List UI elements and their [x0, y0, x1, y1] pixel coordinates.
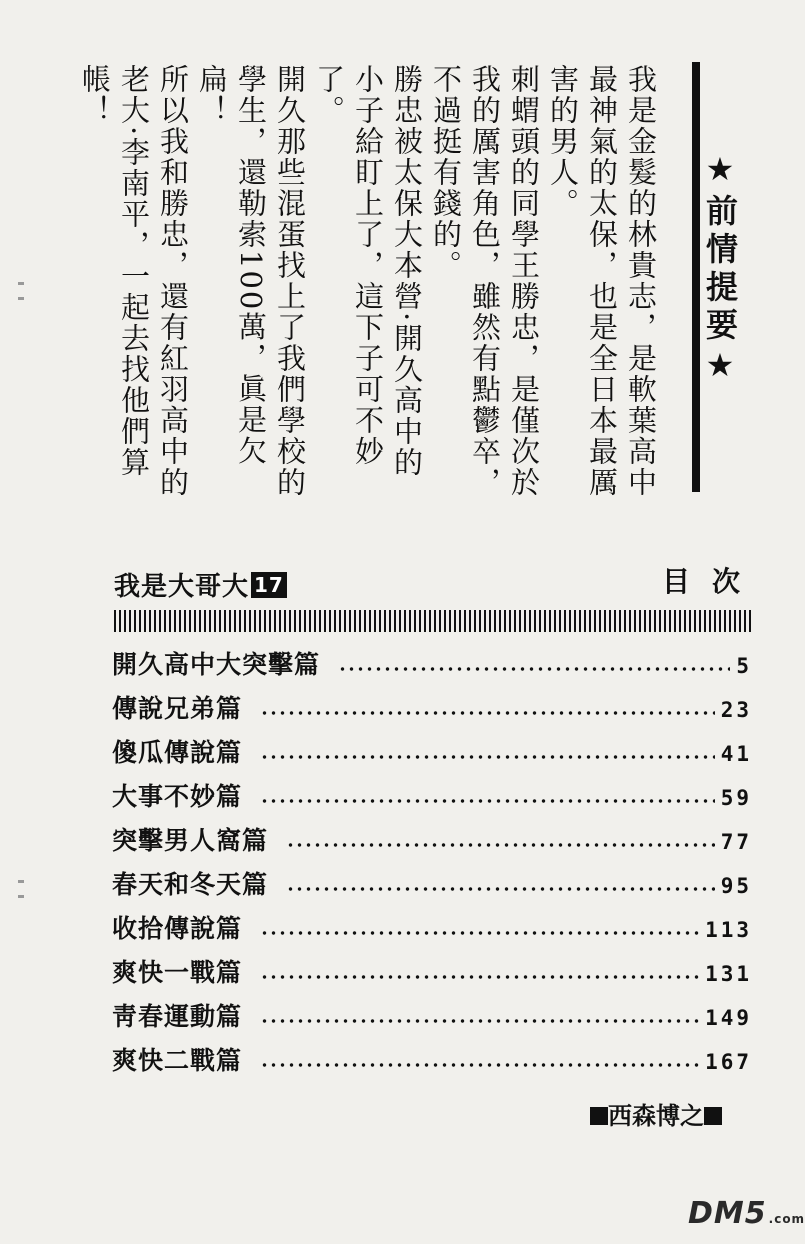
chapter-title: 開久高中大突擊篇: [112, 650, 321, 679]
leader-dots: [260, 975, 699, 979]
chapter-title: 大事不妙篇: [112, 782, 243, 811]
leader-dots: [286, 887, 715, 891]
leader-dots: [260, 1063, 699, 1067]
chapter-page: 23: [720, 698, 752, 722]
chapter-page: 149: [705, 1006, 752, 1030]
toc-row: [112, 689, 752, 733]
square-bullet-icon: [704, 1107, 722, 1125]
toc-row: [112, 821, 752, 865]
chapter-title: 靑春運動篇: [112, 1002, 243, 1031]
chapter-title: 爽快一戰篇: [112, 958, 243, 987]
chapter-title: 傳說兄弟篇: [112, 694, 243, 723]
synopsis-rule: [692, 62, 700, 492]
site-watermark: [688, 1196, 805, 1231]
chapter-title: 收拾傳說篇: [112, 914, 243, 943]
chapter-page: 131: [705, 962, 752, 986]
volume-badge: 17: [251, 572, 287, 598]
scan-mark: [18, 895, 24, 898]
square-bullet-icon: [590, 1107, 608, 1125]
leader-dots: [260, 1019, 699, 1023]
chapter-page: 5: [736, 654, 752, 678]
toc-row: [112, 953, 752, 997]
chapter-title: 春天和冬天篇: [112, 870, 269, 899]
watermark-brand: DM5: [688, 1196, 767, 1231]
toc-row: [112, 777, 752, 821]
synopsis-paragraph: 我是金髮的林貴志，是軟葉高中最神氣的太保，也是全日本最厲害的男人。: [546, 64, 658, 498]
toc-row: [112, 909, 752, 953]
table-of-contents: [112, 645, 752, 1085]
toc-row: [112, 733, 752, 777]
toc-row: [112, 645, 752, 689]
leader-dots: [286, 843, 715, 847]
synopsis-text: [75, 64, 660, 504]
chapter-page: 167: [705, 1050, 752, 1074]
decorative-ruler: [114, 610, 754, 632]
leader-dots: [260, 799, 715, 803]
synopsis-paragraph: 開久那些混蛋找上了我們學校的學生，還勒索100萬，眞是欠扁！: [195, 64, 307, 498]
author-credit: [590, 1096, 722, 1131]
synopsis-paragraph: 勝忠被太保大本營·開久高中的小子給盯上了，這下子可不妙了。: [312, 64, 424, 479]
book-title-text: 我是大哥大: [114, 572, 250, 602]
scan-mark: [18, 297, 24, 300]
scan-mark: [18, 282, 24, 285]
leader-dots: [338, 667, 730, 671]
chapter-page: 77: [720, 830, 752, 854]
scan-mark: [18, 880, 24, 883]
chapter-title: 傻瓜傳說篇: [112, 738, 243, 767]
watermark-suffix: .com: [768, 1212, 805, 1226]
chapter-page: 59: [720, 786, 752, 810]
toc-row: [112, 1041, 752, 1085]
author-name: 西森博之: [608, 1102, 704, 1130]
toc-heading: 目次: [662, 565, 763, 598]
chapter-page: 113: [705, 918, 752, 942]
toc-row: [112, 865, 752, 909]
chapter-page: 95: [720, 874, 752, 898]
synopsis-paragraph: 所以我和勝忠，還有紅羽高中的老大·李南平，一起去找他們算帳！: [78, 64, 190, 498]
leader-dots: [260, 711, 715, 715]
leader-dots: [260, 755, 715, 759]
chapter-title: 爽快二戰篇: [112, 1046, 243, 1075]
book-title: [114, 566, 287, 603]
toc-row: [112, 997, 752, 1041]
chapter-title: 突擊男人窩篇: [112, 826, 269, 855]
leader-dots: [260, 931, 699, 935]
synopsis-heading: ★前情提要★: [701, 150, 739, 390]
chapter-page: 41: [720, 742, 752, 766]
synopsis-paragraph: 刺蝟頭的同學王勝忠，是僅次於我的厲害角色，雖然有點鬱卒，不過挺有錢的。: [429, 64, 541, 498]
